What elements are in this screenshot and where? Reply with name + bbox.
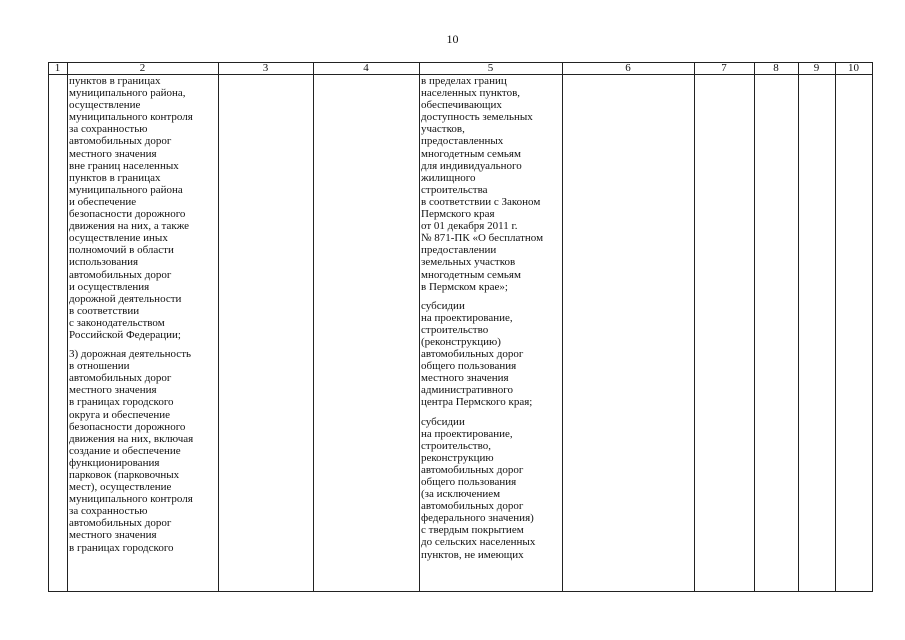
text-line: за сохранностью [69,505,148,518]
header-cell-2: 2 [139,62,146,74]
text-line: и обеспечение [69,195,137,208]
text-line: парковок (парковочных [69,469,180,481]
text-line: до сельских населенных [421,536,536,549]
text-line: № 871-ПК «О бесплатном [421,232,544,245]
text-line: пунктов, не имеющих [421,548,524,561]
text-line: автомобильных дорог [421,463,524,476]
header-cell-9: 9 [813,62,820,74]
text-line: дорожной деятельности [69,292,182,305]
header-cell-8: 8 [773,62,779,74]
table-border-right [872,62,873,592]
text-line: вне границ населенных [69,159,179,172]
header-cell-4: 4 [363,62,369,74]
text-line: использования [69,256,139,269]
header-cell-1: 1 [54,62,61,74]
column-divider [562,62,563,592]
text-line: осуществление иных [69,232,168,245]
text-line: в пределах границ [421,75,507,87]
text-line: муниципального района, [69,87,186,100]
text-line: в Пермском крае»; [421,280,508,293]
text-line: в соответствии с Законом [421,195,541,208]
header-cell-10: 10 [848,62,859,74]
text-line: местного значения [421,372,509,385]
text-line: и осуществления [69,280,150,293]
text-line: с законодательством [69,316,165,329]
text-line: общего пользования [421,360,517,373]
text-line: предоставленных [421,135,504,148]
text-line: от 01 декабря 2011 г. [421,220,518,233]
text-line: пунктов в границах [69,171,161,184]
text-line: осуществление [69,99,141,112]
text-line: муниципального района [69,183,183,196]
text-line: 3) дорожная деятельность [69,348,192,361]
text-line: центра Пермского края; [421,396,533,409]
column-divider [419,62,420,592]
column-divider [218,62,219,592]
text-line: местного значения [69,529,157,542]
column-divider [313,62,314,592]
text-line: в границах городского [69,541,174,554]
text-line: строительства [421,183,488,196]
text-line: для индивидуального [421,159,522,172]
text-line: доступность земельных [421,111,533,124]
text-line: автомобильных дорог [69,135,172,148]
text-line: полномочий в области [69,244,174,257]
text-line: в соответствии [69,304,140,317]
text-line: федерального значения) [421,512,534,525]
text-line: многодетным семьям [421,147,521,160]
text-line: (за исключением [421,488,501,501]
text-line: земельных участков [421,256,516,269]
text-line: безопасности дорожного [69,420,186,433]
text-line: участков, [421,123,465,136]
text-line: реконструкцию [421,451,494,464]
text-line: предоставлении [421,244,497,257]
text-line: за сохранностью [69,123,148,136]
text-line: местного значения [69,147,157,160]
text-line: функционирования [69,456,160,469]
text-line: автомобильных дорог [421,500,524,513]
text-line: на проектирование, [421,311,513,324]
text-line: движения на них, а также [69,220,190,233]
column-5-text [421,75,543,561]
text-line: автомобильных дорог [69,517,172,530]
text-line: округа и обеспечение [69,408,171,421]
header-cell-7: 7 [721,62,727,74]
text-line: Пермского края [421,208,495,221]
text-line: на проектирование, [421,427,513,440]
text-line: многодетным семьям [421,268,521,281]
text-line: в отношении [69,360,130,373]
text-line: безопасности дорожного [69,208,186,221]
text-line: строительство [421,323,489,336]
text-line: движения на них, включая [69,432,194,445]
text-line: муниципального контроля [69,111,193,124]
text-line: муниципального контроля [69,493,193,506]
text-line: административного [421,384,514,397]
paragraph-gap [421,293,543,300]
text-line: жилищного [421,171,476,184]
column-divider [67,62,68,592]
text-line: автомобильных дорог [69,268,172,281]
column-divider [798,62,799,592]
text-line: общего пользования [421,476,517,488]
text-line: автомобильных дорог [69,372,172,385]
text-line: строительство, [421,439,491,452]
text-line: пунктов в границах [69,75,161,87]
header-cell-3: 3 [262,62,269,74]
text-line: населенных пунктов, [421,87,521,100]
text-line: автомобильных дорог [421,348,524,361]
column-2-text [69,75,193,554]
text-line: субсидии [421,299,465,312]
paragraph-gap [421,409,543,416]
text-line: мест), осуществление [69,481,172,494]
column-divider [694,62,695,592]
text-line: обеспечивающих [421,99,502,112]
column-divider [754,62,755,592]
table-border-left [48,62,49,592]
page-number: 10 [446,32,459,46]
text-line: в границах городского [69,396,174,409]
text-line: создание и обеспечение [69,444,181,457]
column-divider [835,62,836,592]
text-line: Российской Федерации; [69,328,181,341]
header-cell-6: 6 [625,62,631,74]
table-border-bottom [48,591,872,592]
paragraph-gap [69,341,193,348]
header-cell-5: 5 [487,62,494,74]
text-line: местного значения [69,384,157,397]
text-line: (реконструкцию) [421,335,501,348]
text-line: субсидии [421,415,465,428]
text-line: с твердым покрытием [421,524,524,537]
